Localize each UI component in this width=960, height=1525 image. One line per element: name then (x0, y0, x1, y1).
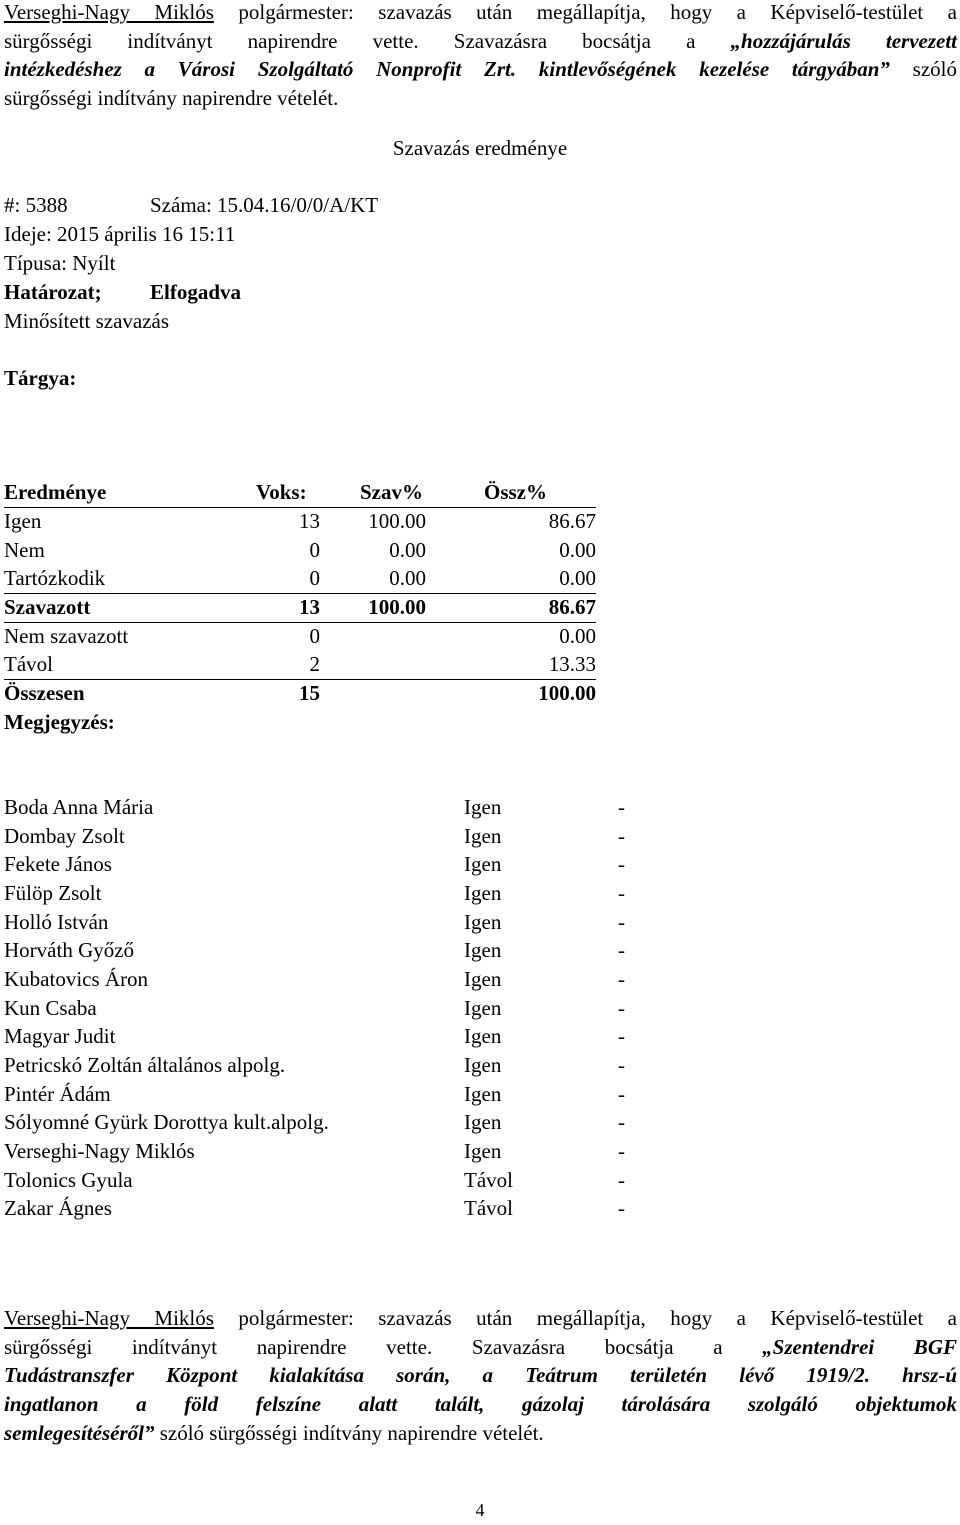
voter-vote: Igen (464, 795, 502, 819)
voter-vote: Igen (464, 1139, 502, 1163)
voter-dash: - (618, 1082, 625, 1106)
result-row-szavazott (4, 593, 596, 623)
result-row-tartozkodik (4, 564, 596, 594)
paragraph-line (4, 1419, 957, 1448)
vote-result-title: Szavazás eredménye (392, 136, 568, 160)
results-header (4, 478, 596, 508)
voter-name: Pintér Ádám (4, 1082, 111, 1106)
voter-name: Zakar Ágnes (4, 1196, 112, 1220)
vote-row (4, 850, 634, 879)
result-szav: 100.00 (368, 509, 426, 533)
paragraph-text: polgármester: szavazás után megállapítja, hogy a Képviselő-testület a (213, 1306, 957, 1330)
voter-vote: Igen (464, 824, 502, 848)
decision-label: Határozat; (4, 280, 102, 304)
result-szav: 0.00 (389, 566, 426, 590)
result-label: Nem szavazott (4, 624, 129, 648)
voter-vote: Igen (464, 852, 502, 876)
result-voks: 15 (299, 681, 320, 705)
result-voks: 2 (309, 652, 320, 676)
voter-name: Magyar Judit (4, 1024, 116, 1048)
voter-name: Holló István (4, 910, 109, 934)
voter-vote: Igen (464, 967, 502, 991)
vote-row (4, 879, 634, 908)
vote-time: Ideje: 2015 április 16 15:11 (4, 222, 236, 246)
voter-dash: - (618, 824, 625, 848)
voter-dash: - (618, 967, 625, 991)
voter-dash: - (618, 1139, 625, 1163)
header-ossz: Össz% (484, 480, 547, 504)
result-row-nem (4, 536, 596, 565)
voter-vote: Igen (464, 996, 502, 1020)
voter-dash: - (618, 1024, 625, 1048)
voter-dash: - (618, 938, 625, 962)
paragraph-text: szóló (889, 57, 957, 82)
paragraph-line (4, 27, 957, 56)
vote-row (4, 822, 634, 851)
paragraph-text: sürgősségi indítványt napirendre vette. Szavazásra bocsátja a (4, 28, 731, 53)
voter-vote: Igen (464, 1024, 502, 1048)
voter-name: Tolonics Gyula (4, 1168, 133, 1192)
result-row-osszesen (4, 679, 596, 708)
paragraph-text: sürgősségi indítvány napirendre vételét. (4, 86, 339, 111)
vote-number: Száma: 15.04.16/0/0/A/KT (150, 193, 379, 217)
voter-vote: Igen (464, 938, 502, 962)
subject-label: Tárgya: (4, 366, 77, 390)
voter-name: Verseghi-Nagy Miklós (4, 1139, 195, 1163)
decision-status: Elfogadva (150, 280, 242, 304)
result-row-nem-szavazott (4, 622, 596, 651)
note-label: Megjegyzés: (4, 710, 115, 734)
result-row-tavol (4, 650, 596, 680)
qualified-vote: Minősített szavazás (4, 309, 170, 333)
motion-title: Tudástranszfer Központ kialakítása során, a Teátrum területén lévő 1919/2. hrsz-ú (4, 1363, 957, 1388)
voter-dash: - (618, 1053, 625, 1077)
vote-row (4, 793, 634, 822)
paragraph-line (4, 55, 957, 84)
result-label: Tartózkodik (4, 566, 106, 590)
result-label: Szavazott (4, 595, 91, 619)
result-ossz: 0.00 (559, 538, 596, 562)
header-result: Eredménye (4, 480, 107, 504)
paragraph-line (4, 0, 957, 27)
voter-dash: - (618, 1110, 625, 1134)
voter-name: Boda Anna Mária (4, 795, 154, 819)
result-label: Nem (4, 538, 45, 562)
voter-vote: Távol (464, 1196, 513, 1220)
result-voks: 13 (299, 509, 320, 533)
header-szav: Szav% (360, 480, 423, 504)
result-szav: 0.00 (389, 538, 426, 562)
motion-title: intézkedéshez a Városi Szolgáltató Nonprofit Zrt. kintlevőségének kezelése tárgyában” (4, 57, 890, 82)
paragraph-line (4, 84, 957, 113)
paragraph-line (4, 1333, 957, 1362)
voter-vote: Igen (464, 881, 502, 905)
voter-name: Petricskó Zoltán általános alpolg. (4, 1053, 286, 1077)
vote-row (4, 1166, 634, 1195)
vote-id: #: 5388 (4, 193, 68, 217)
vote-row (4, 1108, 634, 1137)
speaker-name: Verseghi-Nagy Miklós (4, 0, 214, 24)
result-ossz: 86.67 (548, 509, 596, 533)
paragraph-line (4, 1390, 957, 1419)
motion-title: „hozzájárulás tervezett (730, 28, 957, 53)
result-voks: 0 (309, 624, 320, 648)
paragraph-line (4, 1304, 957, 1333)
vote-row (4, 936, 634, 965)
vote-row (4, 965, 634, 994)
voter-dash: - (618, 1196, 625, 1220)
result-ossz: 86.67 (548, 595, 596, 619)
vote-type: Típusa: Nyílt (4, 251, 116, 275)
voter-vote: Igen (464, 1110, 502, 1134)
voter-dash: - (618, 852, 625, 876)
motion-title: semlegesítéséről” (4, 1420, 155, 1445)
motion-title: ingatlanon a föld felszíne alatt talált, gázolaj tárolására szolgáló objektumok (4, 1392, 957, 1417)
result-row-igen (4, 507, 596, 536)
voter-dash: - (618, 1168, 625, 1192)
voter-name: Kubatovics Áron (4, 967, 149, 991)
voter-name: Dombay Zsolt (4, 824, 125, 848)
paragraph-line (4, 1361, 957, 1390)
result-label: Összesen (4, 681, 85, 705)
result-label: Igen (4, 509, 42, 533)
page-number: 4 (475, 1500, 485, 1520)
voter-name: Horváth Győző (4, 938, 135, 962)
vote-row (4, 1051, 634, 1080)
voter-name: Fülöp Zsolt (4, 881, 102, 905)
vote-row (4, 1080, 634, 1109)
second-motion-paragraph (4, 1304, 957, 1447)
vote-row (4, 1022, 634, 1051)
voter-vote: Igen (464, 910, 502, 934)
result-ossz: 13.33 (548, 652, 596, 676)
voter-name: Sólyomné Gyürk Dorottya kult.alpolg. (4, 1110, 329, 1134)
voter-name: Fekete János (4, 852, 112, 876)
header-voks: Voks: (256, 480, 307, 504)
result-voks: 0 (309, 566, 320, 590)
paragraph-text: sürgősségi indítványt napirendre vette. Szavazásra bocsátja a (4, 1334, 763, 1359)
paragraph-text: polgármester: szavazás után megállapítja, hogy a Képviselő-testület a (213, 0, 957, 24)
voter-dash: - (618, 795, 625, 819)
speaker-name: Verseghi-Nagy Miklós (4, 1306, 214, 1330)
result-ossz: 0.00 (559, 624, 596, 648)
voter-vote: Igen (464, 1053, 502, 1077)
result-ossz: 0.00 (559, 566, 596, 590)
vote-row (4, 1137, 634, 1166)
result-szav: 100.00 (368, 595, 426, 619)
result-voks: 0 (309, 538, 320, 562)
vote-row (4, 1194, 634, 1223)
voter-vote: Távol (464, 1168, 513, 1192)
voter-dash: - (618, 881, 625, 905)
paragraph-text: szóló sürgősségi indítvány napirendre vételét. (154, 1420, 544, 1445)
motion-title: „Szentendrei BGF (762, 1334, 957, 1359)
vote-row (4, 908, 634, 937)
voter-name: Kun Csaba (4, 996, 97, 1020)
result-label: Távol (4, 652, 53, 676)
voter-dash: - (618, 910, 625, 934)
vote-row (4, 994, 634, 1023)
result-voks: 13 (299, 595, 320, 619)
voter-dash: - (618, 996, 625, 1020)
voter-vote: Igen (464, 1082, 502, 1106)
result-ossz: 100.00 (538, 681, 596, 705)
intro-paragraph (4, 0, 957, 113)
